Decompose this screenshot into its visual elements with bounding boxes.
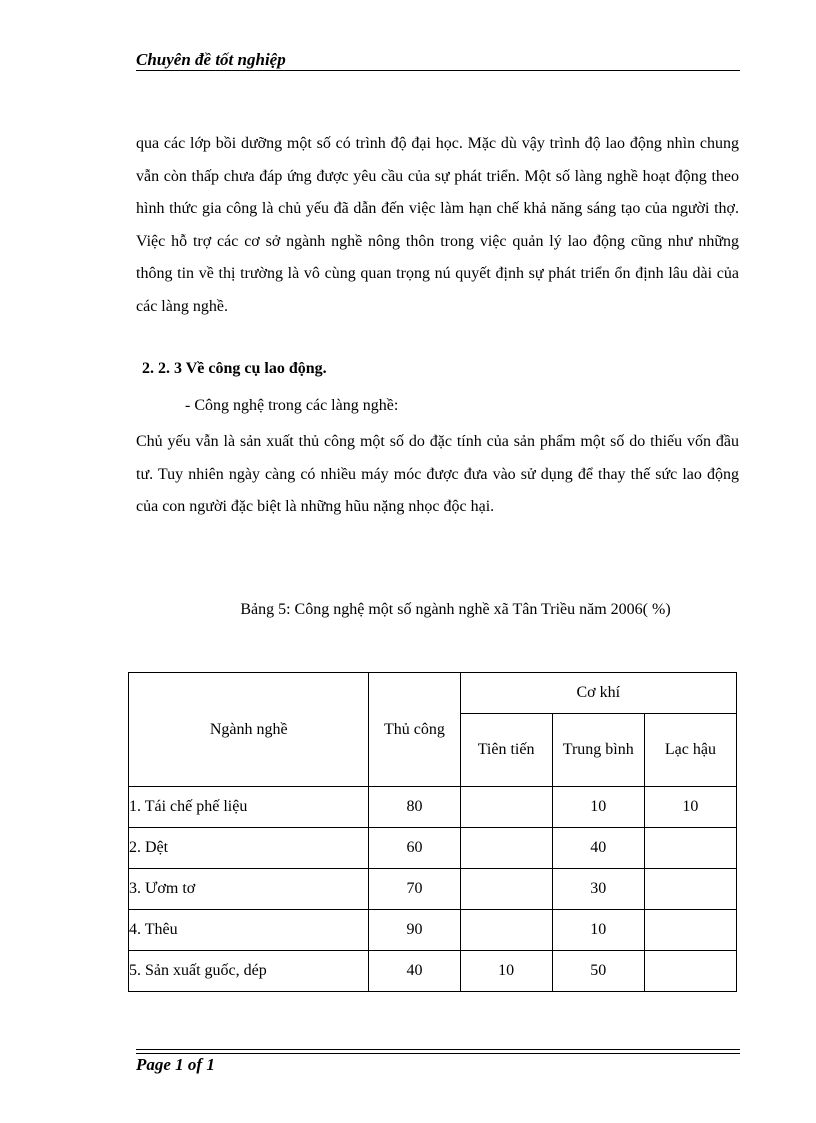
header-lac-hau: Lạc hậu: [644, 714, 736, 787]
page-header-title: Chuyên đề tốt nghiệp: [136, 50, 286, 69]
table-row: [129, 869, 737, 910]
row-name-cell: 3. Ươm tơ: [129, 869, 369, 910]
row-trung-binh-cell: 10: [552, 787, 644, 828]
body-paragraph-2: [136, 426, 739, 524]
row-lac-hau-cell: [644, 951, 736, 992]
table-caption: Bảng 5: Công nghệ một số ngành nghề xã Tân Triều năm 2006( %): [240, 601, 671, 618]
table-header-row: [129, 673, 737, 714]
table-row: [129, 828, 737, 869]
paragraph-text: Chủ yếu vẫn là sản xuất thủ công một số do đặc tính của sản phẩm một số do thiếu vốn đầu tư. Tuy nhiên ngày càng có nhiều máy móc được đưa vào sử dụng để thay thế sức lao động của con người đặc biệt là những hũu nặng nhọc độc hại.: [136, 433, 739, 515]
row-thu-cong-cell: 80: [369, 787, 460, 828]
row-thu-cong-cell: 90: [369, 910, 460, 951]
row-trung-binh-cell: 40: [552, 828, 644, 869]
row-name-cell: 4. Thêu: [129, 910, 369, 951]
header-trung-binh: Trung bình: [552, 714, 644, 787]
row-thu-cong-cell: 70: [369, 869, 460, 910]
row-thu-cong-cell: 40: [369, 951, 460, 992]
row-trung-binh-cell: 10: [552, 910, 644, 951]
body-paragraph-1: [136, 128, 739, 323]
row-tien-tien-cell: 10: [460, 951, 552, 992]
row-lac-hau-cell: [644, 828, 736, 869]
table-row: [129, 910, 737, 951]
table-body: [129, 787, 737, 992]
row-tien-tien-cell: [460, 787, 552, 828]
row-tien-tien-cell: [460, 910, 552, 951]
header-co-khi: Cơ khí: [460, 673, 736, 714]
header-tien-tien: Tiên tiến: [460, 714, 552, 787]
header-nganh-nghe: Ngành nghề: [129, 673, 369, 787]
row-name-cell: 5. Sản xuất guốc, dép: [129, 951, 369, 992]
row-lac-hau-cell: 10: [644, 787, 736, 828]
row-thu-cong-cell: 60: [369, 828, 460, 869]
page-footer: Page 1 of 1: [136, 1055, 215, 1074]
technology-table: [128, 672, 737, 992]
table-row: [129, 787, 737, 828]
section-heading: 2. 2. 3 Về công cụ lao động.: [142, 360, 327, 377]
paragraph-text: qua các lớp bồi dưỡng một số có trình độ đại học. Mặc dù vậy trình độ lao động nhìn chung vẫn còn thấp chưa đáp ứng được yêu cầu của sự phát triển. Một số làng nghề hoạt động theo hình thức gia công là chủ yếu đã dẫn đến việc làm hạn chế khả năng sáng tạo của người thợ. Việc hỗ trợ các cơ sở ngành nghề nông thôn trong việc quản lý lao động cũng như những thông tin về thị trường là vô cùng quan trọng nú quyết định sự phát triển ổn định lâu dài của các làng nghề.: [136, 135, 739, 315]
row-name-cell: 2. Dệt: [129, 828, 369, 869]
header-divider: [136, 70, 740, 71]
row-trung-binh-cell: 30: [552, 869, 644, 910]
footer-divider-double: [136, 1053, 740, 1054]
row-tien-tien-cell: [460, 869, 552, 910]
row-name-cell: 1. Tái chế phế liệu: [129, 787, 369, 828]
table-row: [129, 951, 737, 992]
row-trung-binh-cell: 50: [552, 951, 644, 992]
row-tien-tien-cell: [460, 828, 552, 869]
row-lac-hau-cell: [644, 869, 736, 910]
bullet-item: - Công nghệ trong các làng nghề:: [185, 397, 399, 414]
footer-divider: [136, 1049, 740, 1050]
header-thu-cong: Thủ công: [369, 673, 460, 787]
row-lac-hau-cell: [644, 910, 736, 951]
